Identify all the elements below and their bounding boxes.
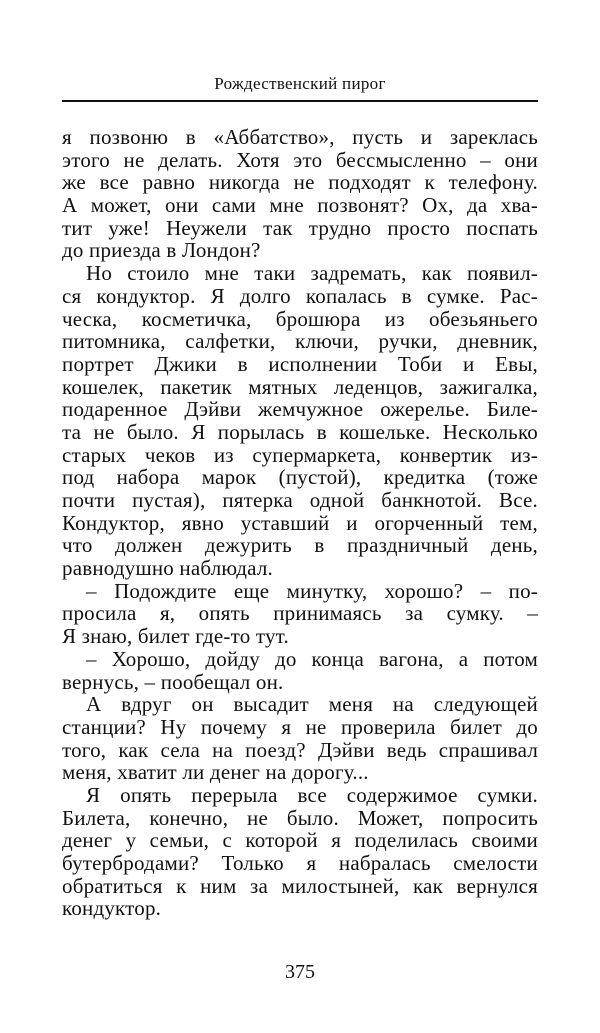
text-line: А может, они сами мне позвонят? Ох, да хва- (62, 193, 538, 218)
page-number: 375 (285, 961, 315, 983)
text-line: Я знаю, билет где-то тут. (62, 624, 289, 649)
text-line: же все равно никогда не подходят к телефону. (62, 170, 538, 195)
text-line: – Хорошо, дойду до конца вагона, а потом (86, 646, 538, 671)
text-line: тит уже! Неужели так трудно просто поспать (62, 215, 538, 240)
text-line: бутербродами? Только я набралась смелости (62, 851, 538, 875)
text-line: под набора марок (пустой), кредитка (тоже (62, 465, 538, 490)
text-line: я позвоню в «Аббатство», пусть и зареклась (62, 125, 538, 149)
text-line: кондуктор. (62, 896, 162, 921)
text-line: меня, хватит ли денег на дорогу... (62, 760, 369, 785)
text-line: почти пустая), пятерка одной банкнотой. Все. (62, 488, 538, 512)
text-line: денег у семьи, с которой я поделилась своими (62, 828, 538, 853)
text-line: до приезда в Лондон? (62, 238, 261, 263)
text-line: равнодушно наблюдал. (62, 556, 273, 581)
text-line: того, как села на поезд? Дэйви ведь спрашивал (62, 737, 538, 762)
text-line: А вдруг он высадит меня на следующей (86, 692, 538, 717)
text-line: Я опять перерыла все содержимое сумки. (86, 782, 538, 807)
text-line: кошелек, пакетик мятных леденцов, зажигалка, (62, 374, 538, 399)
text-line: Билета, конечно, не было. Может, попросить (62, 805, 538, 830)
header-rule (62, 100, 538, 102)
text-line: ся кондуктор. Я долго копалась в сумке. Рас- (62, 283, 538, 308)
text-line: ческа, косметичка, брошюра из обезьяньего (62, 306, 538, 331)
running-header: Рождественский пирог (214, 74, 386, 93)
text-line: – Подождите еще минутку, хорошо? – по- (86, 578, 538, 603)
text-line: питомника, салфетки, ключи, ручки, дневник, (62, 329, 538, 354)
body-text (62, 126, 538, 920)
text-line: Но стоило мне таки задремать, как появил- (86, 261, 538, 286)
text-line: та не было. Я порылась в кошельке. Несколько (62, 419, 538, 444)
text-line: этого не делать. Хотя это бессмысленно – они (62, 147, 538, 172)
text-line: Кондуктор, явно уставший и огорченный тем, (62, 510, 538, 535)
text-line: станции? Ну почему я не проверила билет до (62, 714, 538, 739)
text-line: что должен дежурить в праздничный день, (62, 533, 538, 558)
text-line: подаренное Дэйви жемчужное ожерелье. Биле- (62, 397, 538, 422)
text-line: старых чеков из супермаркета, конвертик из- (62, 442, 538, 467)
text-line: просила я, опять принимаясь за сумку. – (62, 601, 538, 626)
text-line: обратиться к ним за милостыней, как вернулся (62, 873, 538, 898)
text-line: портрет Джики в исполнении Тоби и Евы, (62, 351, 538, 376)
text-line: вернусь, – пообещал он. (62, 669, 284, 694)
